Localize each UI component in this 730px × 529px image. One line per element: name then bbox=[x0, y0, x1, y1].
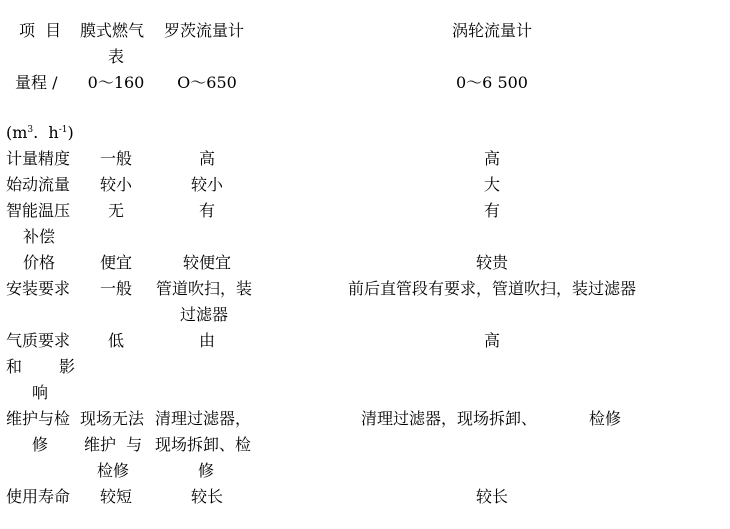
lifespan-roots: 较长 bbox=[190, 487, 224, 506]
header-diaphragm-meter: 膜式燃气 bbox=[80, 21, 145, 40]
lifespan-turbine: 较长 bbox=[475, 487, 509, 506]
compensation-label-cont: 补偿 bbox=[23, 227, 56, 246]
compensation-diaphragm: 无 bbox=[107, 201, 125, 220]
range-roots: O～650 bbox=[177, 73, 237, 92]
start-flow-turbine: 大 bbox=[483, 175, 501, 194]
accuracy-turbine: 高 bbox=[483, 149, 501, 168]
compensation-turbine: 有 bbox=[483, 201, 501, 220]
maintenance-turbine: 清理过滤器，现场拆卸、 bbox=[361, 409, 538, 428]
price-turbine: 较贵 bbox=[475, 253, 509, 272]
install-roots: 管道吹扫，装 bbox=[156, 279, 253, 298]
maintenance-roots: 清理过滤器， bbox=[155, 409, 252, 428]
gas-quality-diaphragm: 低 bbox=[107, 331, 125, 350]
range-turbine: 0～6 500 bbox=[456, 73, 528, 92]
start-flow-diaphragm: 较小 bbox=[99, 175, 133, 194]
range-unit: ($m^3$. $h^{-1}$) bbox=[6, 123, 74, 142]
install-turbine: 前后直管段有要求，管道吹扫，装过滤器 bbox=[347, 279, 637, 298]
install-label: 安装要求 bbox=[6, 279, 71, 298]
price-label: 价格 bbox=[23, 253, 56, 272]
install-roots-cont: 过滤器 bbox=[180, 305, 229, 324]
start-flow-roots: 较小 bbox=[190, 175, 224, 194]
lifespan-label: 使用寿命 bbox=[6, 487, 71, 506]
range-label: 量程 / bbox=[15, 73, 58, 92]
accuracy-roots: 高 bbox=[198, 149, 216, 168]
price-roots: 较便宜 bbox=[182, 253, 232, 272]
gas-quality-turbine: 高 bbox=[483, 331, 501, 350]
gas-quality-roots: 由 bbox=[198, 331, 216, 350]
gas-quality-label: 气质要求 bbox=[6, 331, 71, 350]
range-diaphragm: 0～160 bbox=[87, 73, 145, 92]
install-diaphragm: 一般 bbox=[99, 279, 133, 298]
maintenance-label-cont: 修 bbox=[32, 435, 49, 454]
maintenance-diaphragm-cont: 维护 与 bbox=[84, 435, 143, 454]
start-flow-label: 始动流量 bbox=[6, 175, 71, 194]
maintenance-diaphragm: 现场无法 bbox=[80, 409, 145, 428]
gas-quality-label-effect: 影 bbox=[59, 357, 76, 376]
compensation-label: 智能温压 bbox=[6, 201, 71, 220]
maintenance-label: 维护与检 bbox=[6, 409, 71, 428]
header-roots-meter: 罗茨流量计 bbox=[164, 21, 245, 40]
header-diaphragm-meter-cont: 表 bbox=[107, 47, 125, 66]
compensation-roots: 有 bbox=[198, 201, 216, 220]
accuracy-diaphragm: 一般 bbox=[99, 149, 133, 168]
header-turbine-meter: 涡轮流量计 bbox=[451, 21, 533, 40]
price-diaphragm: 便宜 bbox=[99, 253, 133, 272]
gas-quality-label-cont: 响 bbox=[32, 383, 49, 402]
maintenance-roots-cont: 现场拆卸、检 bbox=[155, 435, 252, 454]
maintenance-roots-cont2: 修 bbox=[198, 461, 215, 480]
maintenance-diaphragm-cont2: 检修 bbox=[97, 461, 130, 480]
header-item: 项 目 bbox=[19, 21, 62, 40]
lifespan-diaphragm: 较短 bbox=[99, 487, 133, 506]
accuracy-label: 计量精度 bbox=[6, 149, 71, 168]
maintenance-turbine-service: 检修 bbox=[589, 409, 622, 428]
gas-quality-label-and: 和 bbox=[6, 357, 23, 376]
